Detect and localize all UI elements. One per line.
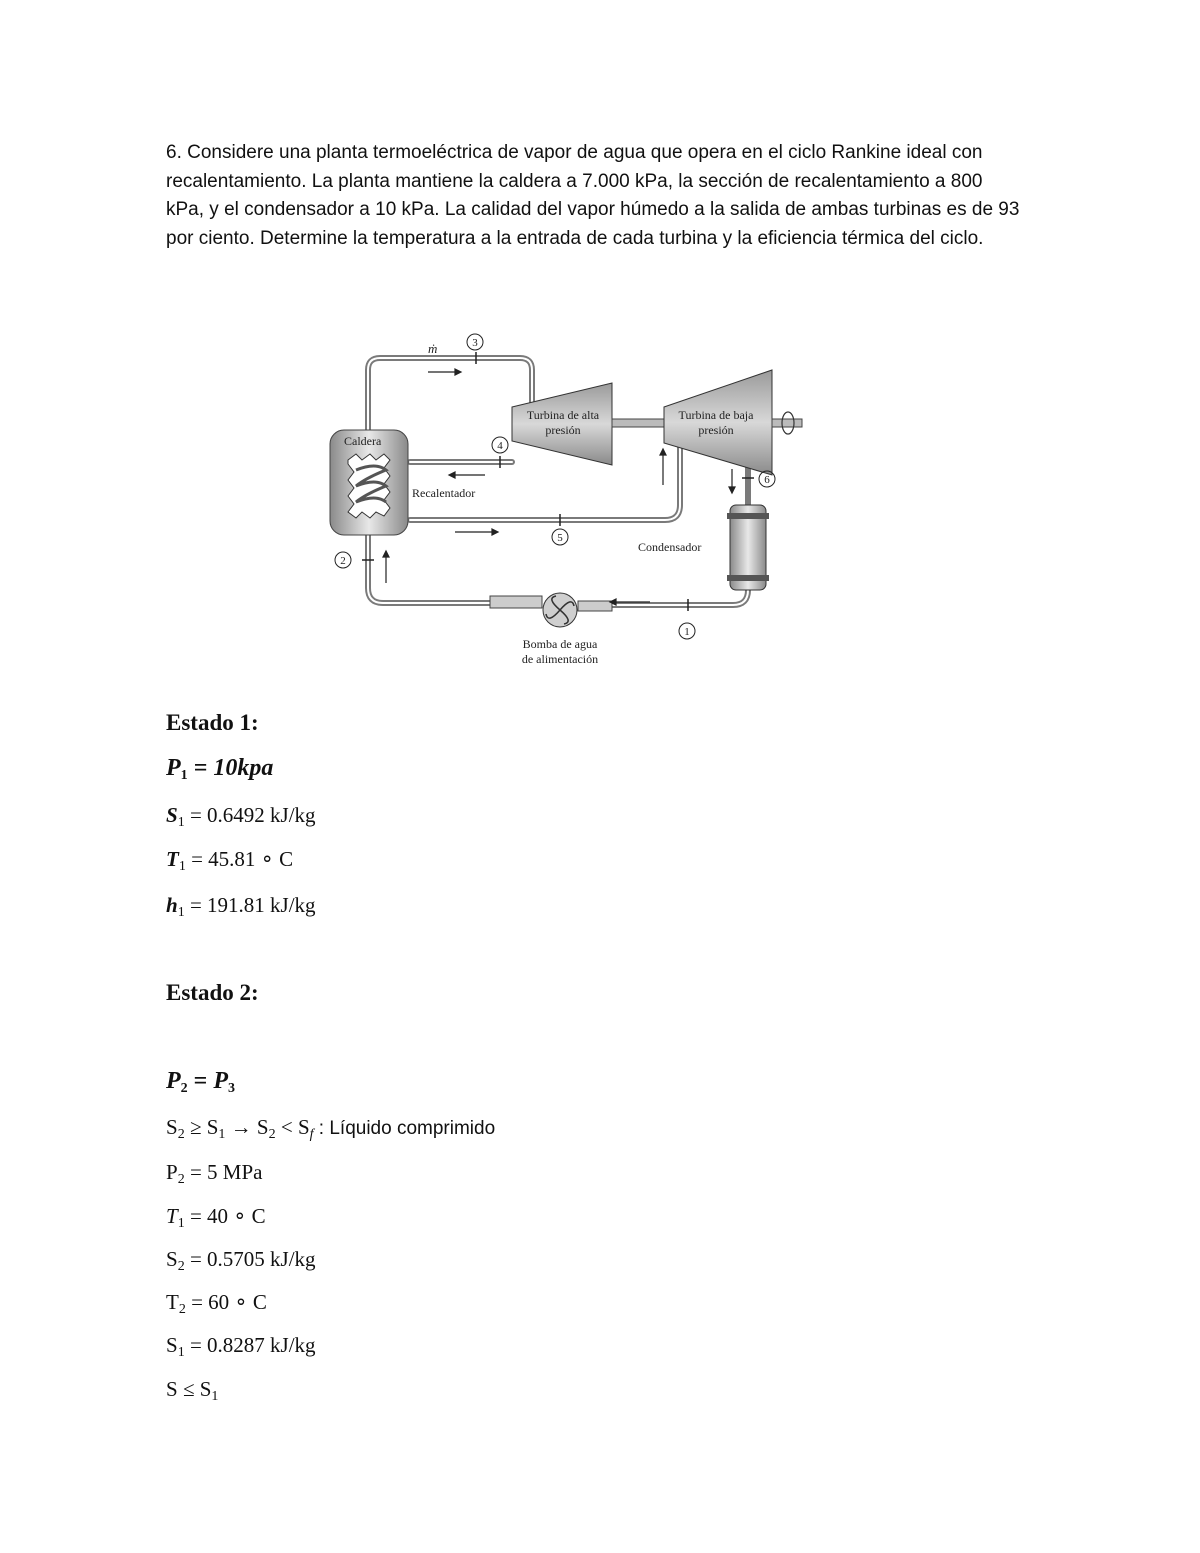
problem-line: por ciento. Determine la temperatura a la entrada de cada turbina y la eficiencia térmica del ciclo. (166, 227, 984, 249)
pump-label: Bomba de agua (522, 637, 598, 651)
problem-statement (166, 139, 1046, 253)
rankine-reheat-diagram (320, 325, 820, 675)
state-1-heading: Estado 1: (166, 710, 259, 735)
state-3-label: 3 (472, 337, 478, 349)
feed-pump (490, 593, 612, 666)
pump-label: de alimentación (521, 652, 599, 666)
pipe-3 (368, 358, 532, 435)
mass-flow-label: ṁ (428, 341, 438, 356)
state-6-label: 6 (764, 474, 770, 486)
state1-temperature: $T_1 = 45.81$ ∘ C (166, 847, 294, 874)
lp-turbine-label: presión (698, 423, 734, 437)
condenser-label: Condensador (638, 540, 702, 554)
state2-inequality: $S_2 \ge S_1 \to S_2 < S_f$ : Líquido comprimido (166, 1115, 496, 1142)
boiler-label: Caldera (344, 434, 382, 448)
hp-turbine-label: Turbina de alta (526, 408, 600, 422)
state-2-heading: Estado 2: (166, 980, 259, 1005)
state1-entropy: $S_1 = 0.6492$ kJ/kg (166, 803, 316, 830)
state2-last: $S \le S_1$ (166, 1377, 219, 1404)
state2-s2: $S_2 = 0.5705$ kJ/kg (166, 1247, 316, 1274)
state2-s1: $S_1 = 0.8287$ kJ/kg (166, 1333, 316, 1360)
state2-t1: $T_1 = 40$ ∘ C (166, 1204, 266, 1231)
problem-line: kPa, y el condensador a 10 kPa. La calidad del vapor húmedo a la salida de ambas turbinas es de 93 (166, 199, 1020, 220)
state-2-label: 2 (340, 555, 346, 567)
state1-enthalpy: $h_1 = 191.81$ kJ/kg (166, 893, 316, 920)
state1-pressure: $P_1 = 10kpa$ (166, 755, 274, 783)
state2-t2: $T_2 = 60$ ∘ C (166, 1290, 267, 1317)
pipes (368, 358, 748, 605)
state-4-label: 4 (497, 440, 503, 452)
state-5-label: 5 (557, 532, 563, 544)
state2-p2: $P_2 = 5$ MPa (166, 1160, 263, 1187)
problem-line: 6. Considere una planta termoeléctrica de vapor de agua que opera en el ciclo Rankine ideal con (166, 142, 983, 163)
lp-turbine-label: Turbina de baja (678, 408, 754, 422)
lp-turbine (664, 370, 802, 475)
reheater-label: Recalentador (412, 486, 476, 500)
state-1-label: 1 (684, 626, 690, 638)
hp-turbine-label: presión (545, 423, 581, 437)
state2-pressure-equality: $P_2 = P_3$ (166, 1068, 236, 1096)
problem-line: recalentamiento. La planta mantiene la caldera a 7.000 kPa, la sección de recalentamiento a 800 (166, 170, 983, 192)
pipe-2 (368, 535, 510, 603)
boiler (330, 430, 408, 535)
